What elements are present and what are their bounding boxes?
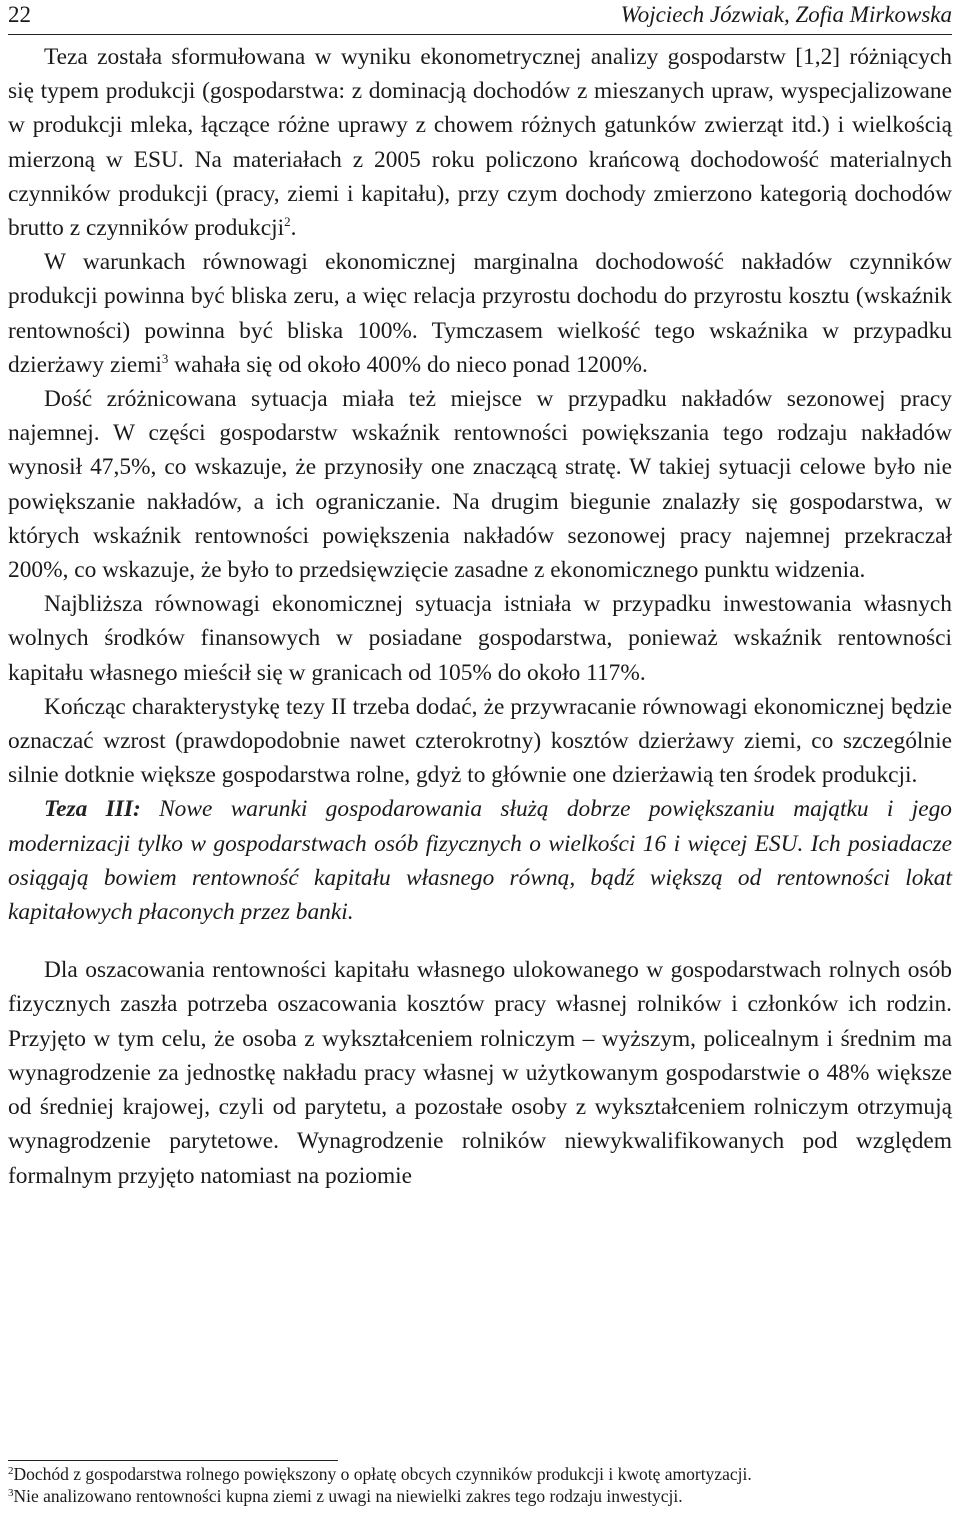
footnote-text: Nie analizowano rentowności kupna ziemi z uwagi na niewielki zakres tego rodzaju inwestycji. (13, 1486, 683, 1506)
paragraph-1-text: Teza została sformułowana w wyniku ekonometrycznej analizy gospodarstw [1,2] różniących się typem produkcji (gospodarstwa: z dominacją dochodów z mieszanych upraw, wyspecjalizowane w produkcji mleka, łączące różne uprawy z chowem różnych gatunków zwierząt itd.) i wielkością mierzoną w ESU. Na materiałach z 2005 roku policzono krańcową dochodowość materialnych czynników produkcji (pracy, ziemi i kapitału), przy czym dochody zmierzono kategorią dochodów brutto z czynników produkcji (8, 44, 952, 242)
footnote-mark: 3 (8, 1487, 14, 1499)
paragraph-3: Dość zróżnicowana sytuacja miała też miejsce w przypadku nakładów sezonowej pracy najemnej. W części gospodarstw wskaźnik rentowności powiększania tego rodzaju nakładów wynosił 47,5%, co wskazuje, że przynosiły one znaczącą stratę. W takiej sytuacji celowe było nie powiększanie nakładów, a ich ograniczanie. Na drugim biegunie znalazły się gospodarstwa, w których wskaźnik rentowności powiększenia nakładów sezonowej pracy najemnej przekraczał 200%, co wskazuje, że było to przedsięwzięcie zasadne z ekonomicznego punktu widzenia. (8, 386, 952, 584)
thesis-iii (8, 792, 952, 929)
thesis-label: Teza III: (44, 796, 141, 823)
footnotes (8, 1463, 952, 1507)
paragraph-2 (8, 245, 952, 382)
body-text (8, 40, 952, 1193)
paragraph-5: Kończąc charakterystykę tezy II trzeba dodać, że przywracanie równowagi ekonomicznej będzie oznaczać wzrost (prawdopodobnie nawet czterokrotny) kosztów dzierżawy ziemi, co szczególnie silnie dotknie większe gospodarstwa rolne, gdyż to głównie one dzierżawią ten środek produkcji. (8, 693, 952, 789)
footnote-text: Dochód z gospodarstwa rolnego powiększony o opłatę obcych czynników produkcji i kwotę amortyzacji. (13, 1464, 752, 1484)
footnote-ref-3: 3 (161, 350, 169, 366)
paragraph-2-text: W warunkach równowagi ekonomicznej marginalna dochodowość nakładów czynników produkcji powinna być bliska zeru, a więc relacja przyrostu dochodu do przyrostu kosztu (wskaźnik rentowności) powinna być bliska 100%. Tymczasem wielkość tego wskaźnika w przypadku dzierżawy ziemi (8, 249, 952, 378)
paragraph-final: Dla oszacowania rentowności kapitału własnego ulokowanego w gospodarstwach rolnych osób fizycznych zaszła potrzeba oszacowania kosztów pracy własnej rolników i członków ich rodzin. Przyjęto w tym celu, że osoba z wykształceniem rolniczym – wyższym, policealnym i średnim ma wynagrodzenie za jednostkę nakładu pracy własnej w użytkowanym gospodarstwie o 48% większe od średniej krajowej, czyli od parytetu, a pozostałe osoby z wykształceniem rolniczym otrzymują wynagrodzenie parytetowe. Wynagrodzenie rolników niewykwalifikowanych pod względem formalnym przyjęto natomiast na poziomie (8, 957, 952, 1189)
running-header (8, 0, 952, 35)
page-number: 22 (8, 2, 31, 27)
footnote-mark: 2 (8, 1465, 14, 1477)
paragraph-4: Najbliższa równowagi ekonomicznej sytuacja istniała w przypadku inwestowania własnych wolnych środków finansowych w posiadane gospodarstwa, ponieważ wskaźnik rentowności kapitału własnego mieścił się w granicach od 105% do około 117%. (8, 591, 952, 686)
footnote-3 (8, 1485, 952, 1507)
paragraph-1-tail: . (290, 215, 297, 242)
running-header-authors: Wojciech Józwiak, Zofia Mirkowska (620, 2, 952, 27)
footnote-2 (8, 1463, 952, 1485)
thesis-text: Nowe warunki gospodarowania służą dobrze powiększaniu majątku i jego modernizacji tylko w gospodarstwach osób fizycznych o wielkości 16 i więcej ESU. Ich posiadacze osiągają bowiem rentowność kapitału własnego równą, bądź większą od rentowności lokat kapitałowych płaconych przez banki. (8, 796, 952, 926)
paragraph-1 (8, 40, 952, 245)
footnote-separator (8, 1460, 338, 1461)
paragraph-2-tail: wahała się od około 400% do nieco ponad 1200%. (168, 351, 648, 378)
footnote-ref-2: 2 (284, 214, 291, 230)
